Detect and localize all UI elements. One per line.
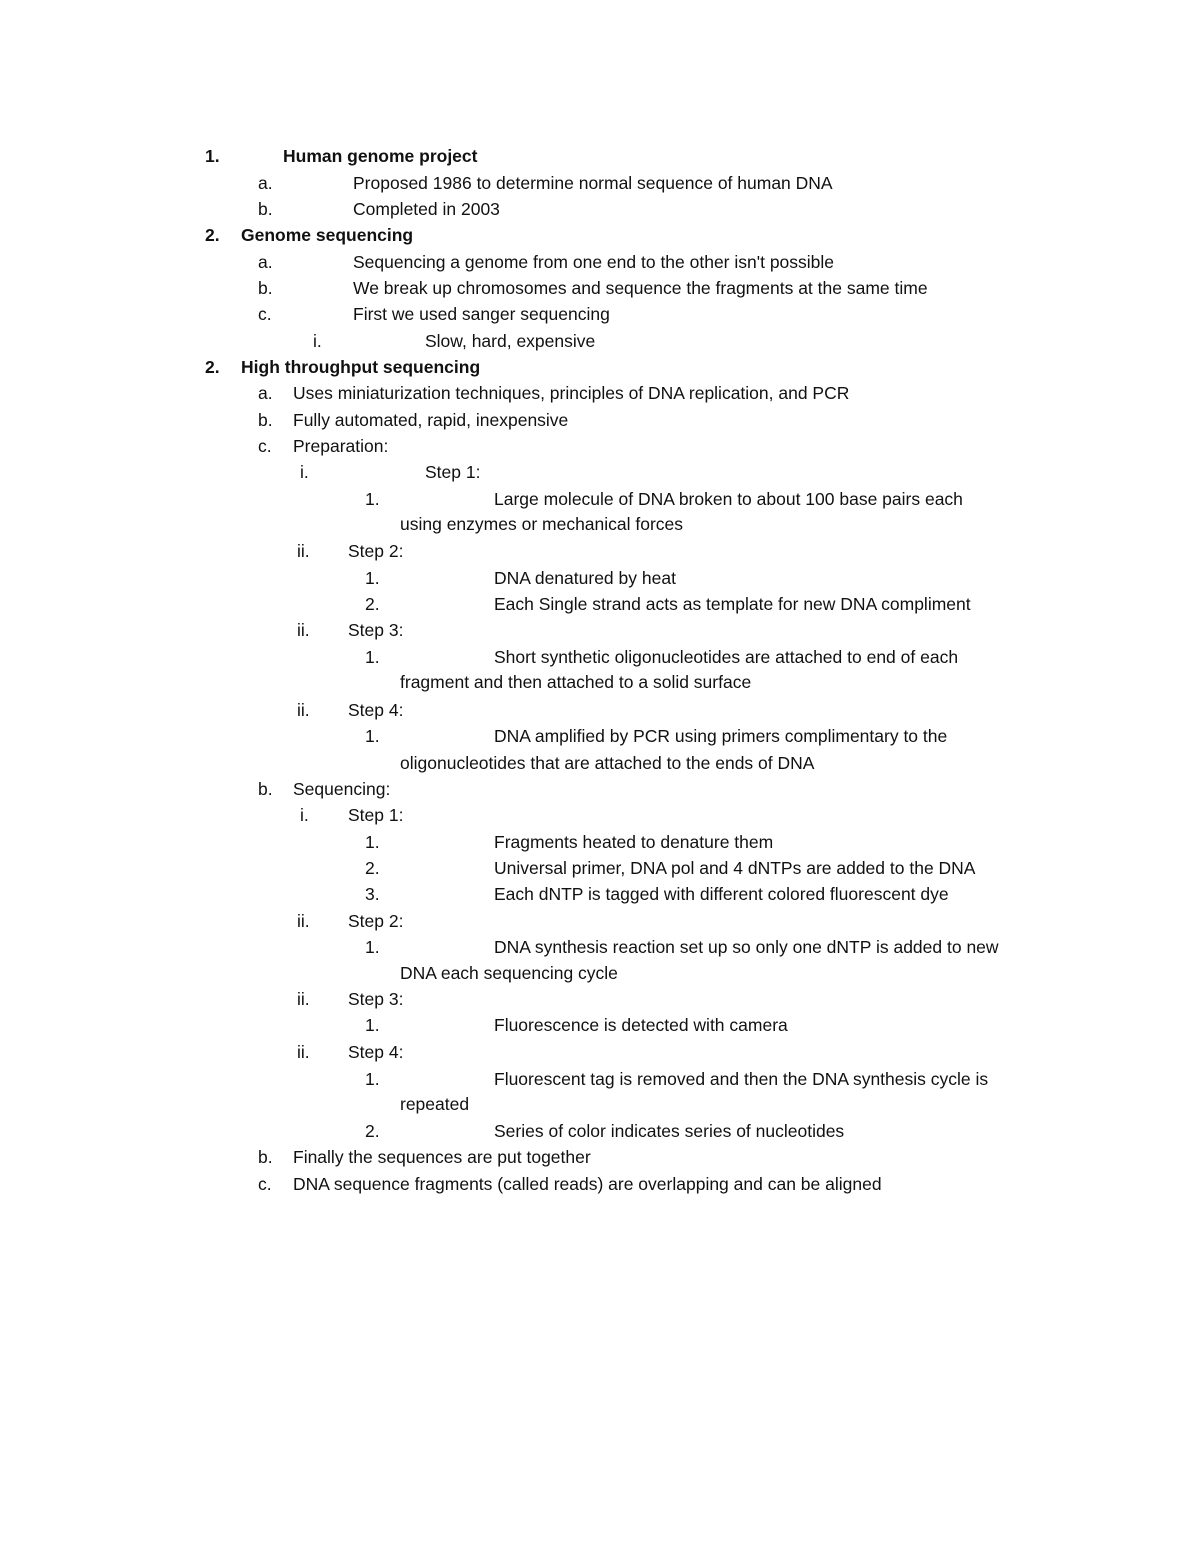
list-marker: a. <box>258 173 273 193</box>
list-marker: i. <box>313 331 322 351</box>
list-item-text: Sequencing a genome from one end to the other isn't possible <box>353 252 835 272</box>
list-marker: 1. <box>365 832 380 852</box>
section-heading: Genome sequencing <box>241 225 414 245</box>
list-marker: b. <box>258 779 273 799</box>
list-marker: 2. <box>205 225 220 245</box>
list-marker: 1. <box>365 1015 380 1035</box>
list-item-text: We break up chromosomes and sequence the fragments at the same time <box>353 278 928 298</box>
list-item-text: Large molecule of DNA broken to about 100 base pairs each <box>494 489 963 509</box>
list-item-text: Uses miniaturization techniques, principles of DNA replication, and PCR <box>293 383 850 403</box>
list-item-text: First we used sanger sequencing <box>353 304 610 324</box>
list-marker: c. <box>258 304 272 324</box>
list-item-text: Step 3: <box>348 989 404 1009</box>
list-marker: i. <box>300 805 309 825</box>
list-item-text: Finally the sequences are put together <box>293 1147 591 1167</box>
list-marker: ii. <box>297 620 310 640</box>
list-marker: c. <box>258 436 272 456</box>
list-item-text: DNA amplified by PCR using primers complimentary to the <box>494 726 948 746</box>
list-marker: 1. <box>365 568 380 588</box>
list-item-text: Proposed 1986 to determine normal sequence of human DNA <box>353 173 833 193</box>
list-marker: i. <box>300 462 309 482</box>
list-marker: 2. <box>365 1121 380 1141</box>
list-marker: 1. <box>365 1069 380 1089</box>
section-heading: High throughput sequencing <box>241 357 481 377</box>
section-heading: Human genome project <box>283 146 478 166</box>
list-marker: 1. <box>365 489 380 509</box>
list-marker: 3. <box>365 884 380 904</box>
list-item-text: Slow, hard, expensive <box>425 331 596 351</box>
list-marker: a. <box>258 383 273 403</box>
list-item-text: Universal primer, DNA pol and 4 dNTPs are added to the DNA <box>494 858 976 878</box>
list-marker: b. <box>258 199 273 219</box>
list-item-text: DNA denatured by heat <box>494 568 676 588</box>
list-item-text: Step 1: <box>425 462 481 482</box>
list-item-text: Fully automated, rapid, inexpensive <box>293 410 569 430</box>
list-marker: ii. <box>297 1042 310 1062</box>
list-item-text: DNA synthesis reaction set up so only one dNTP is added to new <box>494 937 999 957</box>
list-item-text: DNA sequence fragments (called reads) are overlapping and can be aligned <box>293 1174 882 1194</box>
list-item-text: Sequencing: <box>293 779 391 799</box>
list-item-text: Step 4: <box>348 700 404 720</box>
list-marker: 2. <box>205 357 220 377</box>
list-marker: a. <box>258 252 273 272</box>
list-item-text: Step 2: <box>348 541 404 561</box>
list-marker: 1. <box>365 647 380 667</box>
list-marker: c. <box>258 1174 272 1194</box>
list-item-text: Fluorescent tag is removed and then the DNA synthesis cycle is <box>494 1069 989 1089</box>
list-marker: ii. <box>297 911 310 931</box>
list-marker: 2. <box>365 858 380 878</box>
list-item-text: Step 1: <box>348 805 404 825</box>
list-item-text: repeated <box>400 1094 470 1114</box>
list-item-text: Each Single strand acts as template for new DNA compliment <box>494 594 971 614</box>
list-item-text: Step 4: <box>348 1042 404 1062</box>
list-item-text: using enzymes or mechanical forces <box>400 514 684 534</box>
list-item-text: DNA each sequencing cycle <box>400 963 618 983</box>
list-item-text: Series of color indicates series of nucleotides <box>494 1121 845 1141</box>
list-marker: 1. <box>365 937 380 957</box>
list-marker: 1. <box>205 146 220 166</box>
list-item-text: Fluorescence is detected with camera <box>494 1015 788 1035</box>
list-marker: ii. <box>297 541 310 561</box>
list-item-text: Each dNTP is tagged with different colored fluorescent dye <box>494 884 949 904</box>
list-marker: b. <box>258 1147 273 1167</box>
list-item-text: Fragments heated to denature them <box>494 832 774 852</box>
list-marker: ii. <box>297 989 310 1009</box>
list-item-text: Short synthetic oligonucleotides are attached to end of each <box>494 647 959 667</box>
list-item-text: oligonucleotides that are attached to the ends of DNA <box>400 753 815 773</box>
list-marker: ii. <box>297 700 310 720</box>
list-marker: 1. <box>365 726 380 746</box>
list-item-text: fragment and then attached to a solid surface <box>400 672 752 692</box>
list-item-text: Completed in 2003 <box>353 199 500 219</box>
list-marker: b. <box>258 278 273 298</box>
list-marker: 2. <box>365 594 380 614</box>
list-item-text: Step 2: <box>348 911 404 931</box>
list-item-text: Step 3: <box>348 620 404 640</box>
list-item-text: Preparation: <box>293 436 389 456</box>
list-marker: b. <box>258 410 273 430</box>
